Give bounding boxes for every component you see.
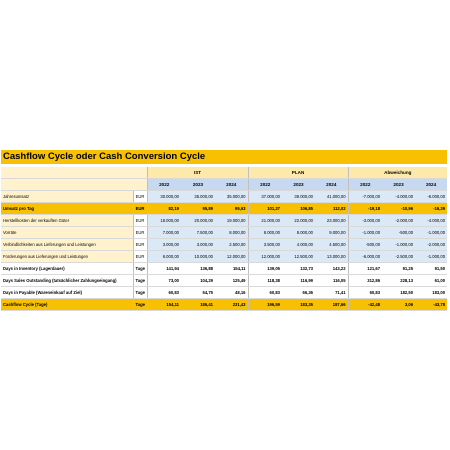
group-header-cell: IST bbox=[147, 167, 248, 179]
group-header-cell: Abweichung bbox=[348, 167, 447, 179]
year-header-cell: 2023 bbox=[382, 179, 415, 191]
row-label: Verbindlichkeiten aus Lieferungen und Leistungen bbox=[1, 239, 133, 251]
value-cell: -6.000,00 bbox=[415, 191, 447, 203]
value-cell: -19,18 bbox=[348, 203, 382, 215]
value-cell: 66,36 bbox=[282, 287, 315, 299]
value-cell: 139,05 bbox=[248, 263, 282, 275]
value-cell: 8.000,00 bbox=[215, 227, 248, 239]
value-cell: 13.000,00 bbox=[315, 251, 348, 263]
value-cell: 9.000,00 bbox=[315, 227, 348, 239]
value-cell: 121,67 bbox=[348, 263, 382, 275]
value-cell: 136,88 bbox=[181, 263, 215, 275]
row-label: Herstellkosten der verkauften Güter bbox=[1, 215, 133, 227]
row-label: Vorräte bbox=[1, 227, 133, 239]
year-header-cell: 2023 bbox=[181, 179, 215, 191]
year-header-cell: 2024 bbox=[215, 179, 248, 191]
value-cell: 82,19 bbox=[147, 203, 181, 215]
row-label: Days in Inventory (Lagerdauer) bbox=[1, 263, 133, 275]
value-cell: 141,94 bbox=[147, 263, 181, 275]
value-cell: 23.000,00 bbox=[315, 215, 348, 227]
value-cell: 19.000,00 bbox=[215, 215, 248, 227]
value-cell: 312,86 bbox=[348, 275, 382, 287]
row-label: Cashflow Cycle (Tage) bbox=[1, 299, 133, 311]
value-cell: 21.000,00 bbox=[248, 215, 282, 227]
value-cell: 106,85 bbox=[282, 203, 315, 215]
header-blank-cell bbox=[1, 179, 133, 191]
value-cell: 91,25 bbox=[382, 263, 415, 275]
value-cell: 39.000,00 bbox=[282, 191, 315, 203]
table-row bbox=[1, 191, 447, 203]
value-cell: 18.000,00 bbox=[147, 215, 181, 227]
sheet-title: Cashflow Cycle oder Cash Conversion Cycle bbox=[1, 150, 447, 164]
row-unit: EUR bbox=[133, 251, 147, 263]
value-cell: 112,02 bbox=[315, 203, 348, 215]
value-cell: 231,43 bbox=[215, 299, 248, 311]
row-unit: Tage bbox=[133, 299, 147, 311]
value-cell: 104,29 bbox=[181, 275, 215, 287]
value-cell: 143,22 bbox=[315, 263, 348, 275]
value-cell: 228,13 bbox=[382, 275, 415, 287]
value-cell: 71,41 bbox=[315, 287, 348, 299]
value-cell: 3,06 bbox=[382, 299, 415, 311]
value-cell: 60,83 bbox=[147, 287, 181, 299]
value-cell: -43,78 bbox=[415, 299, 447, 311]
value-cell: 8.000,00 bbox=[248, 227, 282, 239]
value-cell: -42,48 bbox=[348, 299, 382, 311]
year-header-row bbox=[1, 179, 447, 191]
value-cell: 3.000,00 bbox=[181, 239, 215, 251]
year-header-cell: 2023 bbox=[282, 179, 315, 191]
value-cell: -7.000,00 bbox=[348, 191, 382, 203]
value-cell: -500,00 bbox=[382, 227, 415, 239]
value-cell: 30.000,00 bbox=[147, 191, 181, 203]
header-blank-cell bbox=[133, 167, 147, 179]
value-cell: -4.000,00 bbox=[415, 215, 447, 227]
table-row bbox=[1, 251, 447, 263]
value-cell: 91,50 bbox=[415, 263, 447, 275]
value-cell: 2.500,00 bbox=[215, 239, 248, 251]
value-cell: -4.000,00 bbox=[382, 191, 415, 203]
year-header-cell: 2024 bbox=[415, 179, 447, 191]
spreadsheet bbox=[1, 150, 447, 311]
value-cell: -2.000,00 bbox=[415, 239, 447, 251]
value-cell: 4.000,00 bbox=[282, 239, 315, 251]
value-cell: 182,50 bbox=[382, 287, 415, 299]
value-cell: 6.000,00 bbox=[147, 251, 181, 263]
row-unit: Tage bbox=[133, 287, 147, 299]
year-header-cell: 2022 bbox=[248, 179, 282, 191]
row-label: Umsatz pro Tag bbox=[1, 203, 133, 215]
value-cell: 73,00 bbox=[147, 275, 181, 287]
value-cell: 12.000,00 bbox=[248, 251, 282, 263]
header-blank-cell bbox=[1, 167, 133, 179]
row-unit: EUR bbox=[133, 191, 147, 203]
table-row bbox=[1, 203, 447, 215]
value-cell: 54,75 bbox=[181, 287, 215, 299]
value-cell: 118,38 bbox=[248, 275, 282, 287]
value-cell: 41.000,00 bbox=[315, 191, 348, 203]
table-row bbox=[1, 227, 447, 239]
row-unit: Tage bbox=[133, 275, 147, 287]
value-cell: 187,66 bbox=[315, 299, 348, 311]
value-cell: 60,83 bbox=[348, 287, 382, 299]
value-cell: 3.000,00 bbox=[147, 239, 181, 251]
value-cell: 12.500,00 bbox=[282, 251, 315, 263]
value-cell: 35.000,00 bbox=[215, 191, 248, 203]
value-cell: -3.000,00 bbox=[348, 215, 382, 227]
table-row bbox=[1, 275, 447, 287]
value-cell: 7.000,00 bbox=[147, 227, 181, 239]
header-blank-cell bbox=[133, 179, 147, 191]
value-cell: 125,49 bbox=[215, 275, 248, 287]
value-cell: 37.000,00 bbox=[248, 191, 282, 203]
row-label: Jahresumsatz bbox=[1, 191, 133, 203]
table-row bbox=[1, 287, 447, 299]
table-row bbox=[1, 299, 447, 311]
value-cell: 20.000,00 bbox=[181, 215, 215, 227]
table-row bbox=[1, 239, 447, 251]
value-cell: 60,83 bbox=[248, 287, 282, 299]
value-cell: 12.000,00 bbox=[215, 251, 248, 263]
value-cell: 7.500,00 bbox=[181, 227, 215, 239]
value-cell: -1.000,00 bbox=[415, 227, 447, 239]
row-unit: EUR bbox=[133, 215, 147, 227]
value-cell: 186,41 bbox=[181, 299, 215, 311]
value-cell: -2.000,00 bbox=[382, 215, 415, 227]
value-cell: 4.500,00 bbox=[315, 239, 348, 251]
value-cell: -1.000,00 bbox=[382, 239, 415, 251]
value-cell: 61,00 bbox=[415, 275, 447, 287]
table-row bbox=[1, 215, 447, 227]
year-header-cell: 2024 bbox=[315, 179, 348, 191]
value-cell: -500,00 bbox=[348, 239, 382, 251]
data-table bbox=[1, 167, 447, 311]
value-cell: 8.000,00 bbox=[282, 227, 315, 239]
value-cell: -1.000,00 bbox=[415, 251, 447, 263]
value-cell: 35.000,00 bbox=[181, 191, 215, 203]
value-cell: 10.000,00 bbox=[181, 251, 215, 263]
year-header-cell: 2022 bbox=[147, 179, 181, 191]
row-unit: EUR bbox=[133, 227, 147, 239]
value-cell: 22.000,00 bbox=[282, 215, 315, 227]
value-cell: -16,39 bbox=[415, 203, 447, 215]
row-label: Days Sales Outstanding (tatsächlicher Zahlungseingang) bbox=[1, 275, 133, 287]
value-cell: -10,96 bbox=[382, 203, 415, 215]
value-cell: 196,59 bbox=[248, 299, 282, 311]
value-cell: 183,00 bbox=[415, 287, 447, 299]
value-cell: 132,73 bbox=[282, 263, 315, 275]
value-cell: -2.500,00 bbox=[382, 251, 415, 263]
table-row bbox=[1, 263, 447, 275]
value-cell: 154,11 bbox=[215, 263, 248, 275]
value-cell: -6.000,00 bbox=[348, 251, 382, 263]
value-cell: -1.000,00 bbox=[348, 227, 382, 239]
value-cell: 154,11 bbox=[147, 299, 181, 311]
value-cell: 116,99 bbox=[282, 275, 315, 287]
row-unit: EUR bbox=[133, 203, 147, 215]
value-cell: 183,35 bbox=[282, 299, 315, 311]
row-label: Days in Payable (Wareneinkauf auf Ziel) bbox=[1, 287, 133, 299]
value-cell: 101,37 bbox=[248, 203, 282, 215]
group-header-cell: PLAN bbox=[248, 167, 348, 179]
row-unit: EUR bbox=[133, 239, 147, 251]
group-header-row bbox=[1, 167, 447, 179]
value-cell: 95,89 bbox=[181, 203, 215, 215]
year-header-cell: 2022 bbox=[348, 179, 382, 191]
value-cell: 48,16 bbox=[215, 287, 248, 299]
value-cell: 95,63 bbox=[215, 203, 248, 215]
row-unit: Tage bbox=[133, 263, 147, 275]
value-cell: 116,05 bbox=[315, 275, 348, 287]
value-cell: 3.500,00 bbox=[248, 239, 282, 251]
row-label: Forderungen aus Lieferungen und Leistungen bbox=[1, 251, 133, 263]
